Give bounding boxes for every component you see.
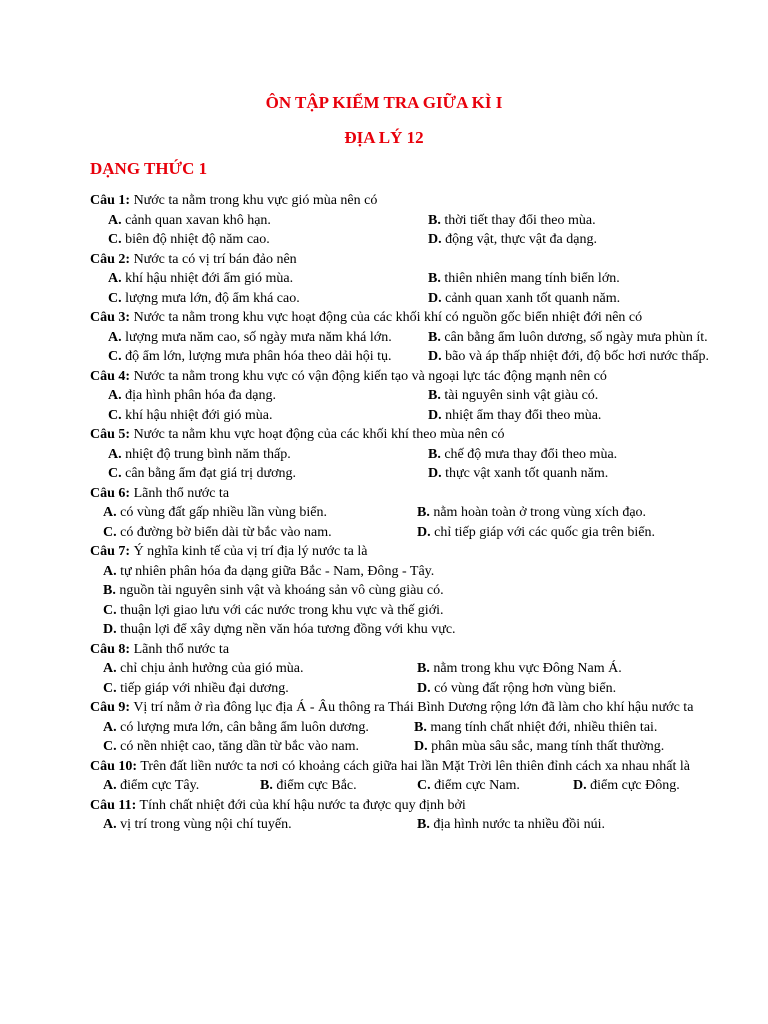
options-row (90, 445, 727, 465)
option-a: A. tự nhiên phân hóa đa dạng giữa Bắc - Nam, Đông - Tây. (103, 563, 435, 579)
options-row (90, 289, 727, 309)
question-text: Ý nghĩa kinh tế của vị trí địa lý nước ta là (133, 544, 368, 559)
question-number: Câu 8: (90, 641, 131, 657)
question-text: Nước ta nằm khu vực hoạt động của các khối khí theo mùa nên có (133, 427, 505, 442)
question-1 (90, 191, 727, 211)
option-b: B. nằm hoàn toàn ở trong vùng xích đạo. (417, 505, 647, 520)
question-number: Câu 9: (90, 700, 131, 715)
option-c: C. có nền nhiệt cao, tăng dần từ bắc vào nam. (103, 739, 360, 754)
option-a: A. điểm cực Tây. (103, 778, 200, 793)
option-c: C. cân bằng ẩm đạt giá trị dương. (108, 466, 297, 481)
question-number: Câu 11: (90, 797, 137, 813)
options-row (90, 211, 727, 231)
option-a: A. vị trí trong vùng nội chí tuyến. (103, 817, 292, 832)
option-c: C. khí hậu nhiệt đới gió mùa. (108, 407, 273, 423)
option-a: A. cảnh quan xavan khô hạn. (108, 212, 271, 228)
question-number: Câu 6: (90, 485, 131, 501)
option-b: B. nằm trong khu vực Đông Nam Á. (417, 661, 622, 676)
question-text: Nước ta nằm trong khu vực có vận động kiến tạo và ngoại lực tác động mạnh nên có (133, 368, 607, 384)
document-subtitle: ĐỊA LÝ 12 (344, 128, 424, 147)
options-row (90, 464, 727, 484)
question-text: Nước ta nằm trong khu vực hoạt động của các khối khí có nguồn gốc biển nhiệt đới nên có (133, 310, 643, 325)
option-a: A. có lượng mưa lớn, cân bằng ẩm luôn dương. (103, 719, 369, 735)
question-number: Câu 1: (90, 193, 131, 208)
option-d: D. nhiệt ẩm thay đổi theo mùa. (428, 407, 602, 423)
options-row (90, 406, 727, 426)
option-d: D. cảnh quan xanh tốt quanh năm. (428, 290, 621, 306)
options-row (90, 269, 727, 289)
option-d: D. thuận lợi để xây dựng nền văn hóa tương đồng với khu vực. (103, 622, 456, 637)
option-d: D. phân mùa sâu sắc, mang tính thất thường. (414, 739, 665, 754)
question-number: Câu 2: (90, 251, 131, 267)
option-c: C. lượng mưa lớn, độ ẩm khá cao. (108, 290, 300, 306)
option-c: C. tiếp giáp với nhiều đại dương. (103, 680, 289, 696)
question-text: Nước ta có vị trí bán đảo nên (133, 251, 297, 267)
options-row (90, 776, 727, 796)
option-a: A. có vùng đất gấp nhiều lần vùng biển. (103, 505, 327, 520)
options-row (90, 659, 727, 679)
question-number: Câu 5: (90, 427, 131, 442)
question-8 (90, 640, 727, 660)
question-3 (90, 308, 727, 328)
option-d: D. chỉ tiếp giáp với các quốc gia trên biển. (417, 524, 655, 540)
option-a: A. nhiệt độ trung bình năm thấp. (108, 446, 291, 462)
question-text: Nước ta nằm trong khu vực gió mùa nên có (133, 193, 378, 208)
option-b: B. điểm cực Bắc. (260, 778, 357, 793)
options-row (90, 718, 727, 738)
question-4 (90, 367, 727, 387)
question-2 (90, 250, 727, 270)
question-5 (90, 425, 727, 445)
option-a: A. chỉ chịu ảnh hưởng của gió mùa. (103, 661, 304, 676)
question-9 (90, 698, 727, 718)
question-list (90, 191, 727, 835)
question-text: Lãnh thổ nước ta (133, 485, 230, 501)
question-number: Câu 4: (90, 368, 131, 384)
document-title: ÔN TẬP KIỂM TRA GIỮA KÌ I (265, 93, 503, 112)
section-heading: DẠNG THỨC 1 (90, 159, 208, 178)
option-c: C. thuận lợi giao lưu với các nước trong khu vực và thế giới. (103, 602, 444, 618)
options-row (90, 737, 727, 757)
question-text: Trên đất liền nước ta nơi có khoảng cách giữa hai lần Mặt Trời lên thiên đỉnh cách xa nhau nhất là (140, 758, 690, 774)
question-number: Câu 7: (90, 544, 131, 559)
option-b: B. thiên nhiên mang tính biển lớn. (428, 271, 620, 286)
option-a: A. lượng mưa năm cao, số ngày mưa năm khá lớn. (108, 329, 392, 345)
option-c: C. biên độ nhiệt độ năm cao. (108, 232, 270, 247)
options-row (90, 523, 727, 543)
option-b: B. tài nguyên sinh vật giàu có. (428, 388, 599, 403)
question-text: Tính chất nhiệt đới của khí hậu nước ta được quy định bởi (139, 797, 466, 813)
option-b: B. cân bằng ẩm luôn dương, số ngày mưa phùn ít. (428, 329, 708, 345)
question-6 (90, 484, 727, 504)
option-d: D. thực vật xanh tốt quanh năm. (428, 466, 609, 481)
option-a: A. khí hậu nhiệt đới ẩm gió mùa. (108, 271, 294, 286)
question-number: Câu 3: (90, 310, 131, 325)
options-row (90, 230, 727, 250)
option-c: C. có đường bờ biển dài từ bắc vào nam. (103, 524, 332, 540)
option-b: B. nguồn tài nguyên sinh vật và khoáng sản vô cùng giàu có. (103, 583, 444, 598)
option-b: B. chế độ mưa thay đổi theo mùa. (428, 446, 618, 462)
options-row (90, 815, 727, 835)
option-b: B. thời tiết thay đổi theo mùa. (428, 212, 596, 228)
question-11 (90, 796, 727, 816)
question-text: Vị trí nằm ở rìa đông lục địa Á - Âu thông ra Thái Bình Dương rộng lớn đã làm cho khí hậu nước ta (133, 700, 694, 715)
option-d: D. điểm cực Đông. (573, 778, 680, 793)
option-d: D. có vùng đất rộng hơn vùng biển. (417, 680, 617, 696)
option-c: C. điểm cực Nam. (417, 778, 520, 793)
options-row (90, 386, 727, 406)
options-row (90, 679, 727, 699)
option-d: D. bão và áp thấp nhiệt đới, độ bốc hơi nước thấp. (428, 349, 709, 364)
option-c: C. độ ẩm lớn, lượng mưa phân hóa theo dải hội tụ. (108, 349, 392, 364)
option-d: D. động vật, thực vật đa dạng. (428, 232, 597, 247)
question-number: Câu 10: (90, 758, 138, 774)
question-10 (90, 757, 727, 777)
options-row (90, 503, 727, 523)
option-b: B. địa hình nước ta nhiều đồi núi. (417, 817, 606, 832)
question-7 (90, 542, 727, 562)
option-a: A. địa hình phân hóa đa dạng. (108, 388, 276, 403)
option-b: B. mang tính chất nhiệt đới, nhiều thiên tai. (414, 719, 658, 735)
question-text: Lãnh thổ nước ta (133, 641, 230, 657)
